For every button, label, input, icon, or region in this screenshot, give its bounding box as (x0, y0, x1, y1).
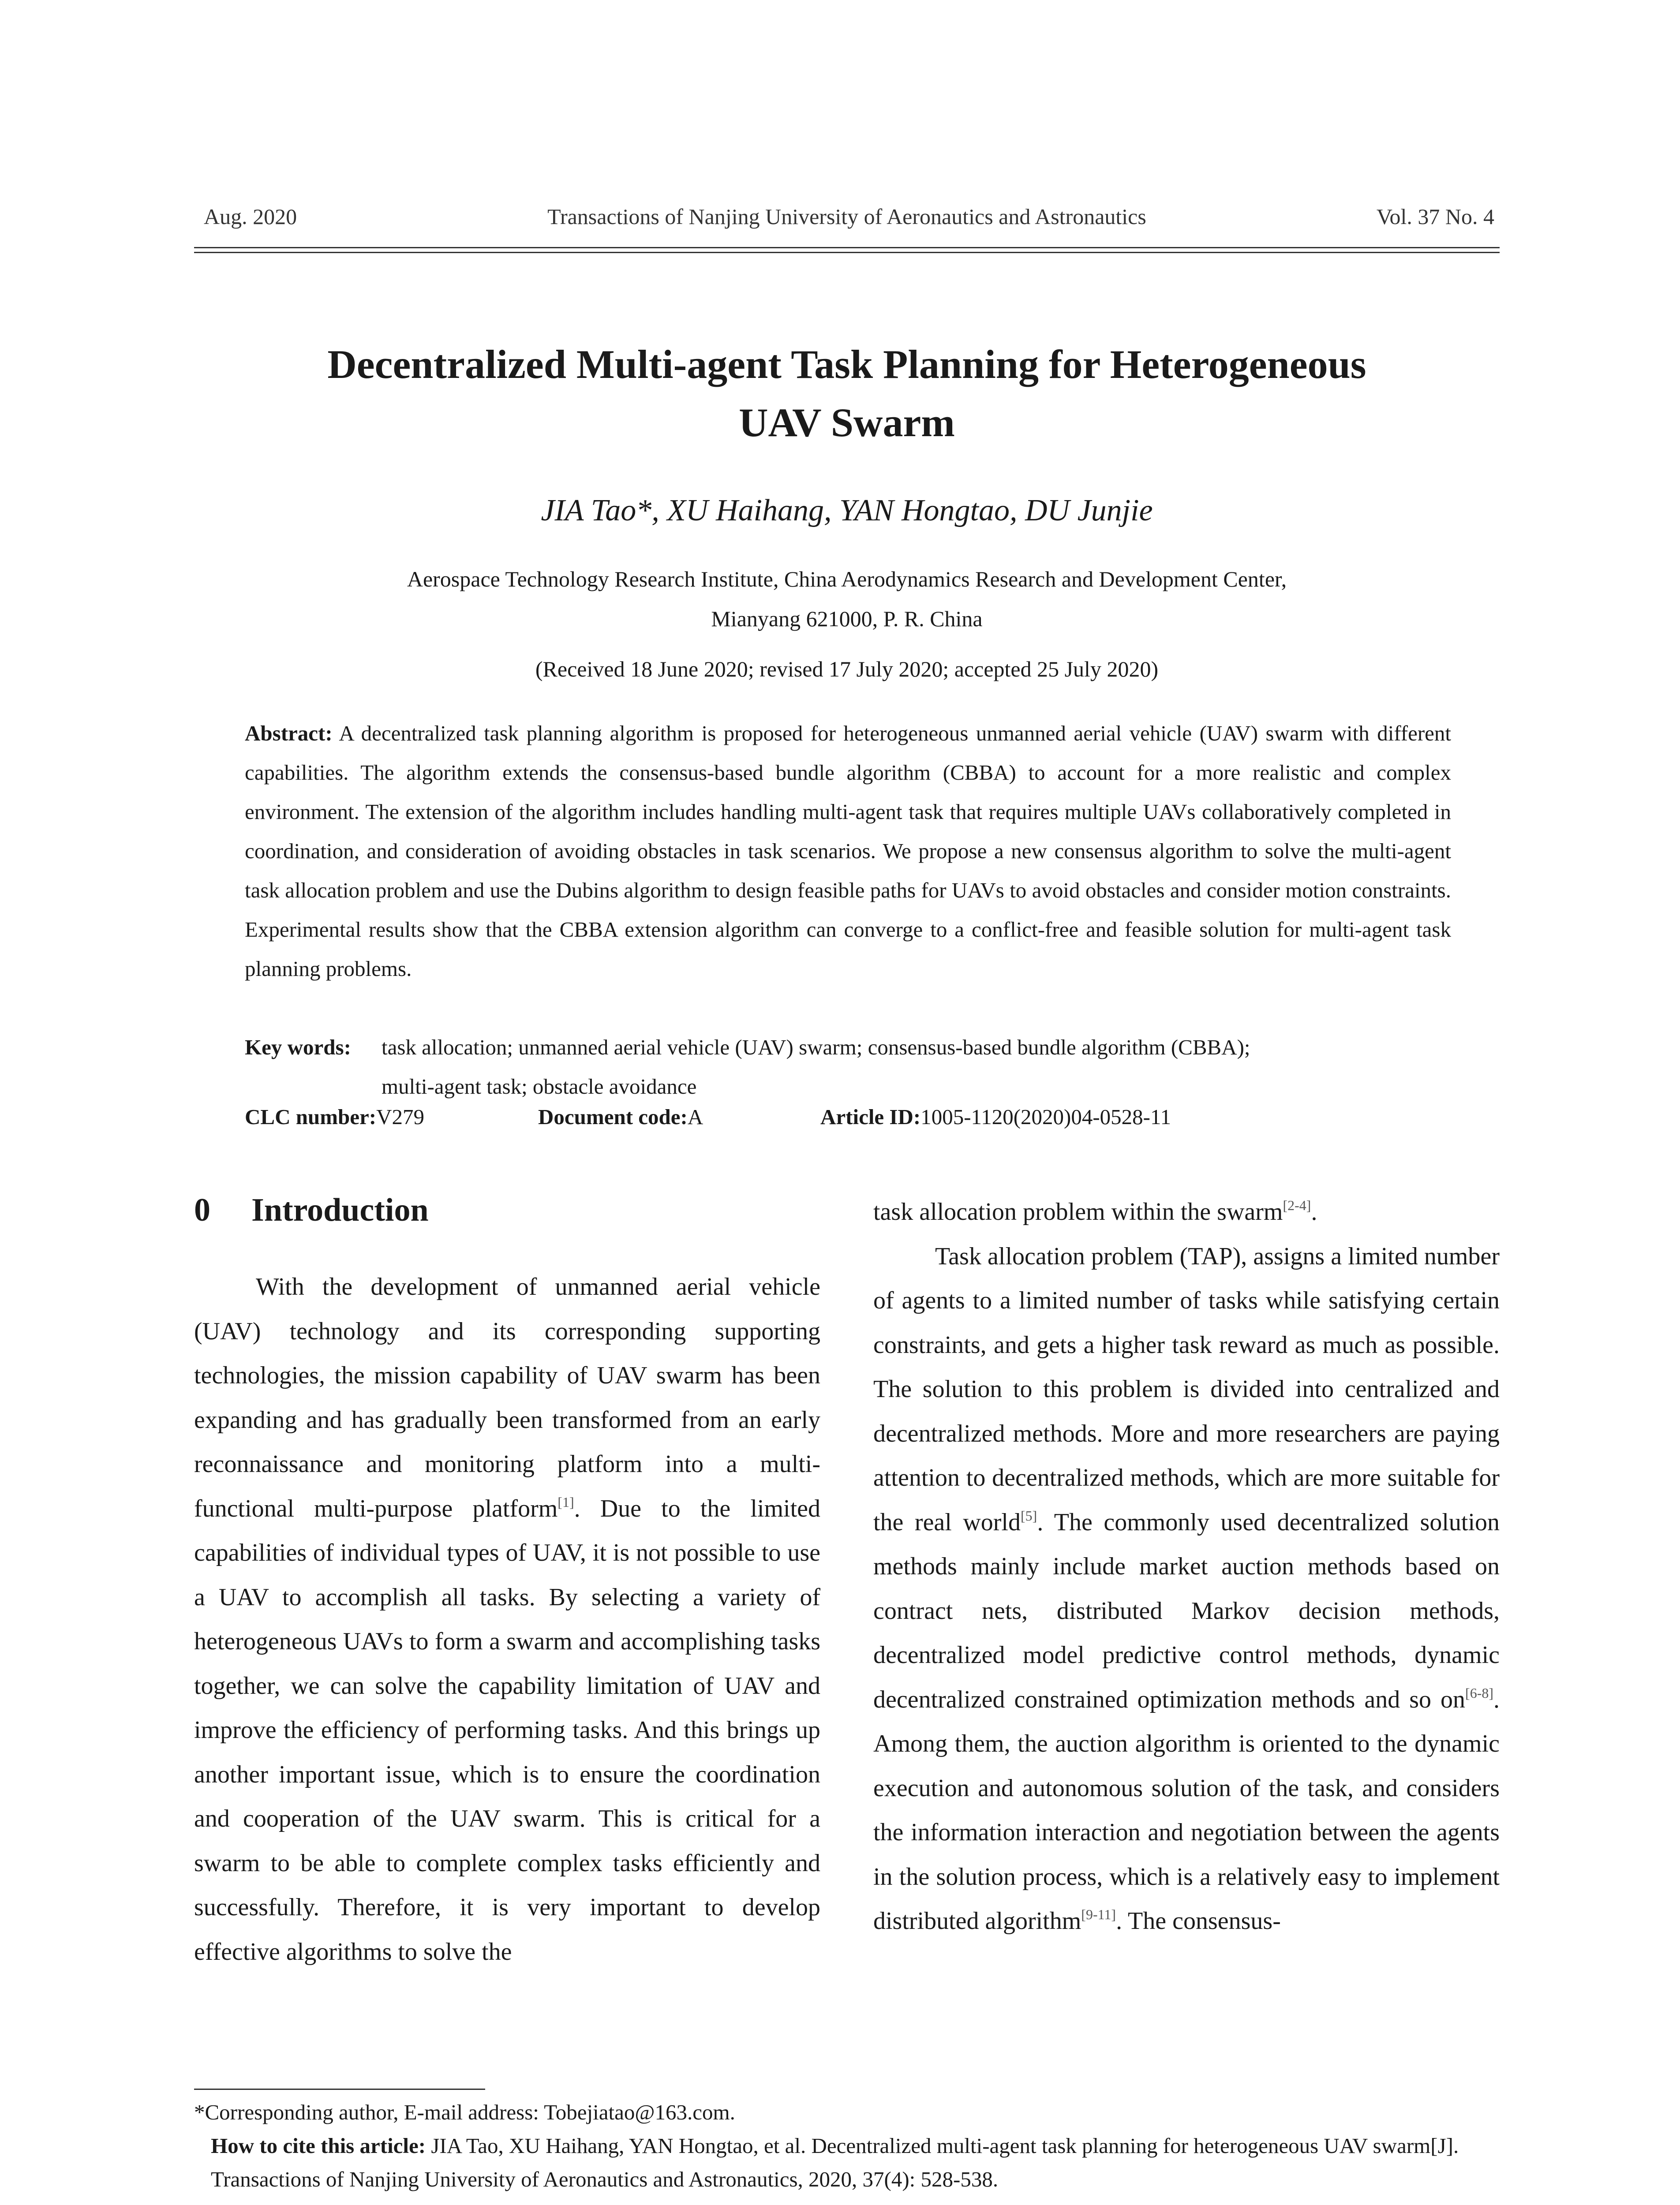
received-dates: (Received 18 June 2020; revised 17 July 2020; accepted 25 July 2020) (535, 657, 1159, 681)
keywords (245, 1028, 1451, 1106)
section-heading (194, 1192, 429, 1229)
body-paragraph (194, 1265, 820, 1974)
body-text: With the development of unmanned aerial vehicle (UAV) technology and its corresponding supporting technologies, the mission capability of UAV swarm has been expanding and has gradually been transformed from an early reconnaissance and monitoring platform into a multi-functional multi-purpose platform (194, 1273, 820, 1522)
footnote-rule (194, 2089, 485, 2090)
affiliation (194, 559, 1500, 639)
article-value: 1005-1120(2020)04-0528-11 (920, 1105, 1171, 1129)
citation-ref[interactable]: [9-11] (1081, 1906, 1116, 1922)
body-text: . The consensus- (1116, 1907, 1281, 1935)
header-date: Aug. 2020 (204, 204, 297, 229)
author-list: JIA Tao*, XU Haihang, YAN Hongtao, DU Junjie (541, 493, 1153, 527)
running-header (194, 204, 1500, 239)
article-label: Article ID: (820, 1105, 921, 1129)
corresponding-author-note: *Corresponding author, E-mail address: Tobejiatao@163.com. (194, 2100, 735, 2124)
keywords-line-1: task allocation; unmanned aerial vehicle (UAV) swarm; consensus-based bundle algorithm (CBBA); (382, 1035, 1250, 1059)
body-text: . The commonly used decentralized solution methods mainly include market auction methods based on contract nets, distributed Markov decision methods, decentralized model predictive control methods, dynamic decentralized constrained optimization methods and so on (873, 1508, 1500, 1713)
citation-ref[interactable]: [2-4] (1283, 1197, 1311, 1213)
body-text: . Due to the limited capabilities of individual types of UAV, it is not possible to use a UAV to accomplish all tasks. By selecting a variety of heterogeneous UAVs to form a swarm and accomplishing tasks together, we can solve the capability limitation of UAV and improve the efficiency of performing tasks. And this brings up another important issue, which is to ensure the coordination and cooperation of the UAV swarm. This is critical for a swarm to be able to complete complex tasks efficiently and successfully. Therefore, it is very important to develop effective algorithms to solve the (194, 1495, 821, 1966)
body-text: Task allocation problem (TAP), assigns a limited number of agents to a limited number of tasks while satisfying certain constraints, and gets a higher task reward as much as possible. The solution to this problem is divided into centralized and decentralized methods. More and more researchers are paying attention to decentralized methods, which are more suitable for the real world (873, 1242, 1500, 1536)
body-text: . (1311, 1198, 1317, 1226)
affiliation-line-2: Mianyang 621000, P. R. China (711, 606, 983, 631)
section-number: 0 (194, 1192, 210, 1228)
footnotes (194, 2096, 1500, 2205)
keywords-label: Key words: (245, 1035, 351, 1059)
abstract-label: Abstract: (245, 721, 333, 745)
title-line-2: UAV Swarm (739, 400, 955, 445)
doc-label: Document code: (538, 1105, 688, 1129)
keywords-line-2: multi-agent task; obstacle avoidance (382, 1074, 697, 1099)
citation-ref[interactable]: [6-8] (1465, 1685, 1493, 1701)
doi-link[interactable] (194, 2202, 1500, 2205)
body-paragraph (873, 1234, 1500, 1943)
clc-value: V279 (376, 1105, 424, 1129)
doc-value: A (687, 1105, 703, 1129)
section-title: Introduction (251, 1192, 429, 1228)
body-column-left (194, 1265, 820, 1974)
body-paragraph (873, 1190, 1500, 1234)
citation-note (194, 2129, 1500, 2196)
clc-number (245, 1104, 424, 1129)
citation-ref[interactable]: [1] (558, 1494, 574, 1510)
body-text: task allocation problem within the swarm (873, 1198, 1283, 1226)
document-code (538, 1104, 703, 1129)
cite-label: How to cite this article: (211, 2134, 426, 2158)
abstract-text: A decentralized task planning algorithm is proposed for heterogeneous unmanned aerial vehicle (UAV) swarm with different capabilities. The algorithm extends the consensus-based bundle algorithm (CBBA) to account for a more realistic and complex environment. The extension of the algorithm includes handling multi-agent task that requires multiple UAVs collaboratively completed in coordination, and consideration of avoiding obstacles in task scenarios. We propose a new consensus algorithm to solve the multi-agent task allocation problem and use the Dubins algorithm to design feasible paths for UAVs to avoid obstacles and consider motion constraints. Experimental results show that the CBBA extension algorithm can converge to a conflict-free and feasible solution for multi-agent task planning problems. (245, 721, 1451, 981)
article-id (820, 1104, 1171, 1129)
affiliation-line-1: Aerospace Technology Research Institute, China Aerodynamics Research and Development Center, (407, 567, 1287, 591)
classification-line (245, 1104, 1451, 1144)
header-volume: Vol. 37 No. 4 (1376, 204, 1494, 229)
body-text: . Among them, the auction algorithm is oriented to the dynamic execution and autonomous solution of the task, and considers the information interaction and negotiation between the agents in the solution process, which is a relatively easy to implement distributed algorithm (873, 1686, 1500, 1935)
clc-label: CLC number: (245, 1105, 377, 1129)
body-column-right (873, 1190, 1500, 1943)
abstract (245, 714, 1451, 988)
cite-text: JIA Tao, XU Haihang, YAN Hongtao, et al. Decentralized multi-agent task planning for heterogeneous UAV swarm[J]. Transactions of Nanjing University of Aeronautics and Astronautics, 2020, 37(4): 528-538. (211, 2134, 1459, 2191)
citation-ref[interactable]: [5] (1021, 1507, 1037, 1524)
header-rule (194, 247, 1500, 253)
header-journal: Transactions of Nanjing University of Aeronautics and Astronautics (547, 204, 1146, 229)
paper-title (194, 335, 1500, 452)
title-line-1: Decentralized Multi-agent Task Planning for Heterogeneous (327, 342, 1366, 387)
